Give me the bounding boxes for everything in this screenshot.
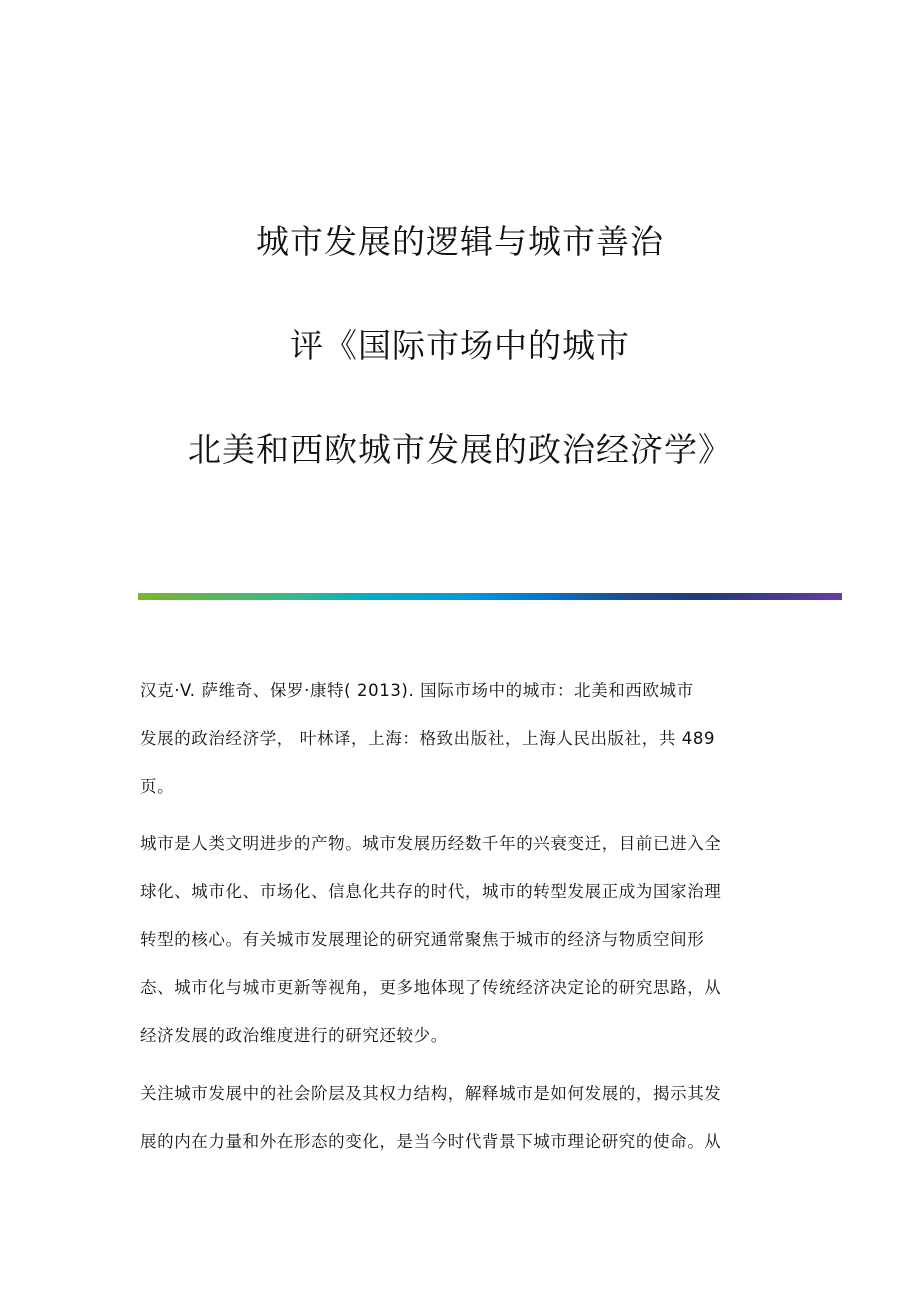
text-line: 城市是人类文明进步的产物。城市发展历经数千年的兴衰变迁，目前已进入全 (140, 834, 722, 853)
text-line: 转型的核心。有关城市发展理论的研究通常聚焦于城市的经济与物质空间形 (140, 930, 705, 949)
text-line: 关注城市发展中的社会阶层及其权力结构，解释城市是如何发展的，揭示其发 (140, 1084, 722, 1103)
text-line: 态、城市化与城市更新等视角，更多地体现了传统经济决定论的研究思路，从 (140, 978, 722, 997)
title-line-3: 北美和西欧城市发展的政治经济学》 (188, 430, 732, 469)
text-line: 经济发展的政治维度进行的研究还较少。 (140, 1026, 448, 1045)
text-line: 球化、城市化、市场化、信息化共存的时代，城市的转型发展正成为国家治理 (140, 882, 722, 901)
text-line: 发展的政治经济学， 叶林译，上海：格致出版社，上海人民出版社，共 489 (140, 729, 716, 748)
text-line: 页。 (140, 777, 175, 796)
title-line-1: 城市发展的逻辑与城市善治 (256, 222, 664, 261)
text-line: 汉克·V. 萨维奇、保罗·康特( 2013). 国际市场中的城市：北美和西欧城市 (140, 681, 694, 700)
gradient-divider (138, 593, 842, 600)
text-line: 展的内在力量和外在形态的变化，是当今时代背景下城市理论研究的使命。从 (140, 1132, 722, 1151)
title-line-2: 评《国际市场中的城市 (290, 326, 630, 365)
